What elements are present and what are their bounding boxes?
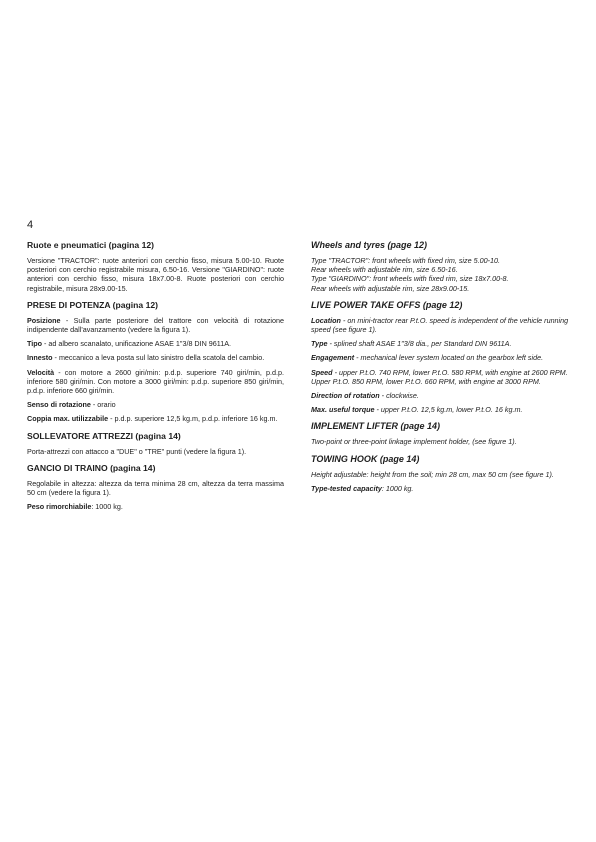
spec-item	[311, 339, 569, 348]
wheels-lines	[311, 256, 569, 293]
section-title: IMPLEMENT LIFTER (page 14)	[311, 421, 441, 432]
spec-term: Engagement	[311, 353, 355, 363]
section-text: Height adjustable: height from the soil; min 28 cm, max 50 cm (see figure 1).	[311, 469, 554, 479]
spec-term: Max. useful torque	[311, 405, 375, 415]
section-wheels-it	[27, 240, 284, 293]
spec-term: Speed	[311, 367, 333, 377]
spec-item	[27, 316, 284, 334]
spec-item	[27, 414, 284, 423]
spec-text: - p.d.p. superiore 12,5 kg.m, p.d.p. inferiore 16 kg.m.	[108, 414, 278, 424]
spec-item	[27, 353, 284, 362]
text-line: Rear wheels with adjustable rim, size 28x9.00-15.	[311, 283, 470, 293]
section-lifter-it	[27, 431, 284, 456]
spec-item	[311, 484, 569, 493]
spec-text: - con motore a 2600 giri/min: p.d.p. superiore 740 giri/min, p.d.p. inferiore 580 giri/min. Con motore a 3000 giri/min: p.d.p. superiore 850 giri/min, p.d.p. inferiore 660 giri/min.	[27, 367, 284, 396]
spec-text: - clockwise.	[379, 391, 419, 401]
section-text: Porta-attrezzi con attacco a "DUE" o "TRE" punti (vedere la figura 1).	[27, 446, 247, 456]
section-title: SOLLEVATORE ATTREZZI (pagina 14)	[27, 430, 181, 441]
spec-item	[311, 353, 569, 362]
section-title: Wheels and tyres (page 12)	[311, 240, 428, 250]
spec-item	[311, 405, 569, 414]
spec-term: Peso rimorchiabile	[27, 502, 92, 512]
section-text: Versione "TRACTOR": ruote anteriori con cerchio fisso, misura 5.00-10. Ruote posteriori con cerchio registrabile misura, 6.50-16. Versione "GIARDINO": ruote anteriori con cerchio fisso, misura 18x7.00-8. Ruote posteriori con cerchio registrabile, misura 28x9.00-15.	[27, 256, 284, 293]
section-lifter-en	[311, 421, 569, 446]
section-text: Regolabile in altezza: altezza da terra minima 28 cm, altezza da terra massima 50 cm (vedere la figura 1).	[27, 478, 284, 498]
spec-text: - meccanico a leva posta sul lato sinistro della scatola del cambio.	[52, 353, 265, 363]
text-line: Rear wheels with adjustable rim, size 6.50-16.	[311, 265, 458, 275]
page-number: 4	[27, 219, 34, 231]
spec-term: Location	[311, 315, 341, 325]
spec-text: - upper P.t.O. 740 RPM, lower P.t.O. 580 RPM, with engine at 2600 RPM. Upper P.t.O. 850 RPM, lower P.t.O. 660 RPM, with engine at 3000 RPM.	[311, 367, 568, 386]
spec-item	[27, 368, 284, 396]
spec-item	[27, 339, 284, 348]
spec-text: - mechanical lever system located on the gearbox left side.	[354, 353, 544, 363]
spec-item	[311, 368, 569, 386]
spec-text: - on mini-tractor rear P.t.O. speed is independent of the vehicle running speed (see figure 1).	[311, 315, 569, 335]
spec-text: - ad albero scanalato, unificazione ASAE 1"3/8 DIN 9611A.	[42, 339, 232, 349]
italian-column	[27, 240, 284, 518]
spec-term: Type-tested capacity	[311, 483, 382, 493]
section-title: LIVE POWER TAKE OFFS (page 12)	[311, 299, 463, 310]
spec-item	[311, 316, 569, 334]
spec-item	[27, 502, 284, 511]
section-pto-it	[27, 300, 284, 424]
spec-text: : 1000 kg.	[381, 483, 414, 493]
section-hook-en	[311, 454, 569, 493]
spec-text: - orario	[90, 400, 116, 410]
spec-term: Type	[311, 339, 328, 349]
spec-term: Coppia max. utilizzabile	[27, 414, 109, 424]
spec-text: - splined shaft ASAE 1"3/8 dia., per Standard DIN 9611A.	[327, 339, 512, 349]
spec-term: Velocità	[27, 367, 55, 377]
section-text: Two-point or three-point linkage implement holder, (see figure 1).	[311, 437, 517, 447]
section-title: GANCIO DI TRAINO (pagina 14)	[27, 462, 156, 473]
section-hook-it	[27, 463, 284, 512]
spec-text: - upper P.t.O. 12,5 kg.m, lower P.t.O. 16 kg.m.	[374, 405, 523, 415]
spec-term: Tipo	[27, 339, 43, 349]
spec-item	[311, 391, 569, 400]
spec-term: Posizione	[27, 315, 61, 325]
spec-text: : 1000 kg.	[91, 502, 123, 512]
spec-item	[27, 400, 284, 409]
text-line: Type "TRACTOR": front wheels with fixed rim, size 5.00-10.	[311, 256, 500, 265]
section-wheels-en	[311, 240, 569, 293]
spec-term: Senso di rotazione	[27, 400, 91, 410]
english-column	[311, 240, 569, 500]
section-title: TOWING HOOK (page 14)	[311, 453, 420, 464]
spec-term: Direction of rotation	[311, 391, 380, 401]
section-pto-en	[311, 300, 569, 415]
text-line: Type "GIARDINO": front wheels with fixed rim, size 18x7.00-8.	[311, 274, 509, 284]
section-title: Ruote e pneumatici (pagina 12)	[27, 240, 155, 250]
spec-term: Innesto	[27, 353, 53, 363]
section-title: PRESE DI POTENZA (pagina 12)	[27, 299, 158, 310]
spec-text: - Sulla parte posteriore del trattore con velocità di rotazione indipendente dall'avanzamento (vedere la figura 1).	[27, 315, 284, 335]
